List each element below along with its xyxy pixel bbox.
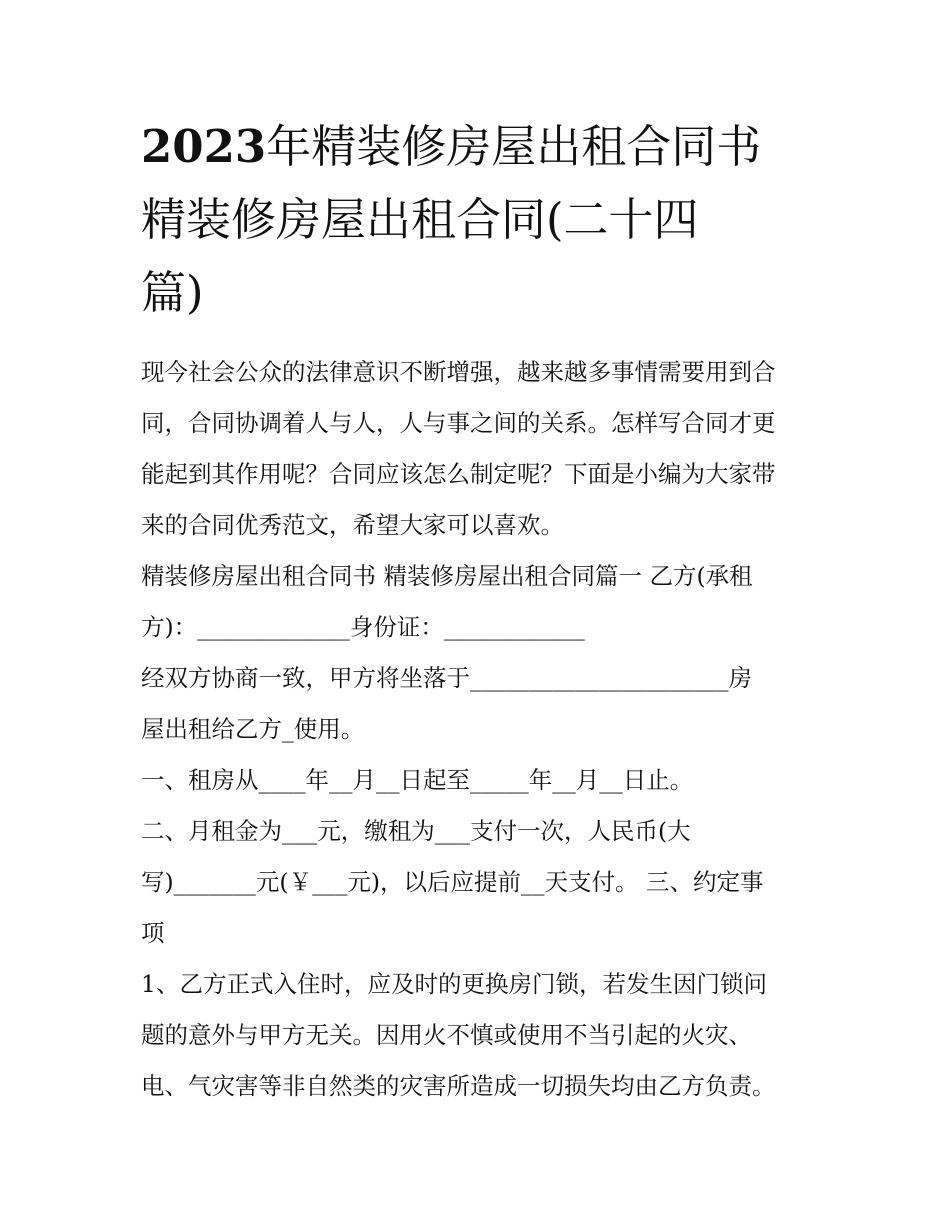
paragraph-clause-1	[141, 959, 816, 1112]
text-line: 能起到其作用呢？合同应该怎么制定呢？下面是小编为大家带	[141, 460, 776, 488]
document-title	[141, 110, 816, 329]
text-line: 二、月租金为___元，缴租为___支付一次，人民币(大	[141, 817, 691, 845]
paragraph-intro	[141, 347, 816, 551]
text-line: 电、气灾害等非自然类的灾害所造成一切损失均由乙方负责。	[141, 1072, 776, 1100]
paragraph-term	[141, 755, 816, 806]
paragraph-rent	[141, 806, 816, 959]
document-body	[141, 347, 816, 1112]
text-line: 现今社会公众的法律意识不断增强，越来越多事情需要用到合	[141, 358, 776, 386]
text-line: 经双方协商一致，甲方将坐落于______________________房	[141, 664, 752, 692]
text-line: 屋出租给乙方_使用。	[141, 715, 365, 743]
text-line: 精装修房屋出租合同书 精装修房屋出租合同篇一 乙方(承租	[141, 562, 753, 590]
paragraph-property	[141, 653, 816, 755]
text-line: 同，合同协调着人与人，人与事之间的关系。怎样写合同才更	[141, 409, 776, 437]
text-line: 题的意外与甲方无关。因用火不慎或使用不当引起的火灾、	[141, 1021, 752, 1049]
title-line-1	[141, 110, 816, 183]
title-year: 2023	[141, 120, 267, 173]
title-line-2: 精装修房屋出租合同(二十四	[141, 193, 699, 246]
text-line: 项	[141, 919, 165, 947]
text-line: 1、乙方正式入住时，应及时的更换房门锁，若发生因门锁问	[141, 970, 767, 998]
paragraph-contract-header	[141, 551, 816, 653]
document-page	[141, 110, 816, 1112]
text-line: 来的合同优秀范文，希望大家可以喜欢。	[141, 511, 564, 539]
text-line: 写)_______元(￥___元)，以后应提前__天支付。 三、约定事	[141, 868, 764, 896]
title-line-1-text: 年精装修房屋出租合同书	[266, 120, 762, 173]
text-line: 方)：_____________身份证：____________	[141, 613, 585, 641]
text-line: 一、租房从____年__月__日起至_____年__月__日止。	[141, 766, 694, 794]
title-line-3: 篇)	[141, 266, 204, 319]
